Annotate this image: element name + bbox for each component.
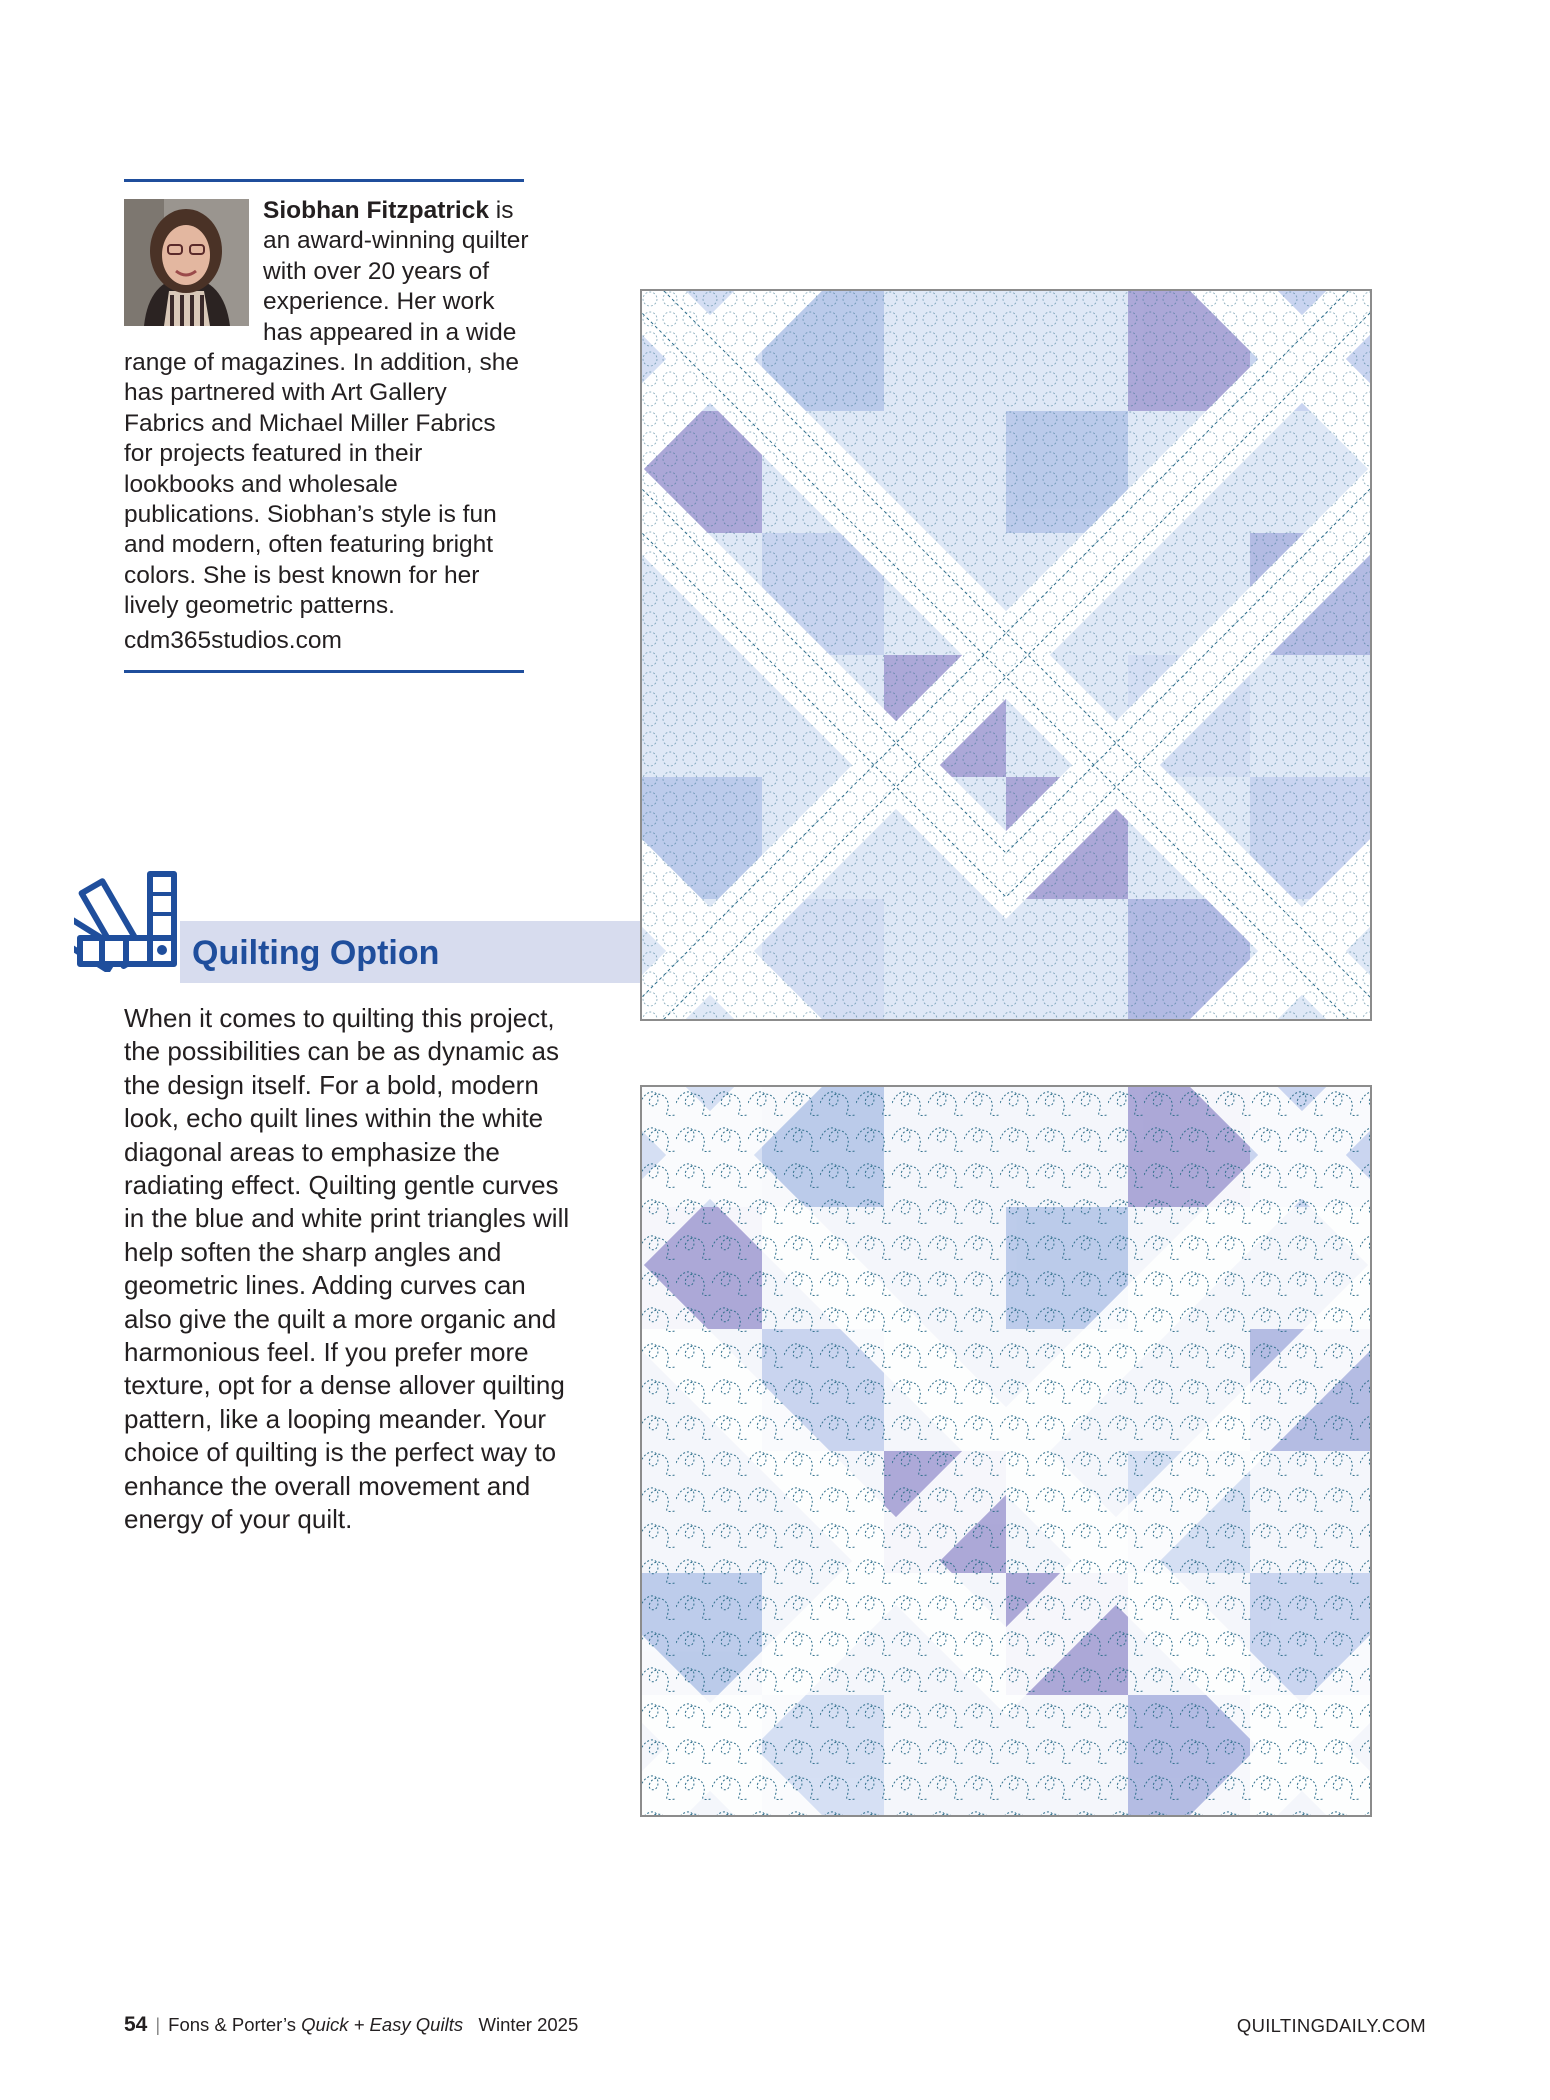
publication-name: Fons & Porter’s xyxy=(168,2014,302,2035)
quilt-illustration-echo xyxy=(640,289,1372,1021)
color-swatch-fan-icon xyxy=(74,868,180,972)
issue-date: Winter 2025 xyxy=(478,2014,579,2035)
footer-website[interactable]: QUILTINGDAILY.COM xyxy=(1236,2015,1426,2036)
footer-separator: | xyxy=(155,2014,161,2035)
bio-bottom-rule xyxy=(124,670,524,673)
bio-top-rule xyxy=(124,179,524,182)
section-title: Quilting Option xyxy=(192,934,440,972)
author-name: Siobhan Fitzpatrick xyxy=(263,197,489,224)
author-bio-text: is an award-winning quilter with over 20 years of experience. Her work has appeared in a wide range of magazines. In addition, she has partnered with Art Gallery Fabrics and Michael Miller Fabrics for projects featured in their lookbooks and wholesale publications. Siobhan’s style is fun and modern, often featuring bright colors. She is best known for her lively geometric patterns. xyxy=(124,197,529,620)
publication-title: Quick + Easy Quilts xyxy=(301,2014,464,2035)
page-footer xyxy=(124,2013,578,2037)
author-website[interactable]: cdm365studios.com xyxy=(124,627,342,654)
section-body: When it comes to quilting this project, the possibilities can be as dynamic as the design itself. For a bold, modern look, echo quilt lines within the white diagonal areas to emphasize the radiating effect. Quilting gentle curves in the blue and white print triangles will help soften the sharp angles and geometric lines. Adding curves can also give the quilt a more organic and harmonious feel. If you prefer more texture, opt for a dense allover quilting pattern, like a looping meander. Your choice of quilting is the perfect way to enhance the overall movement and energy of your quilt. xyxy=(124,1003,570,1535)
quilt-illustration-meander xyxy=(640,1085,1372,1817)
page-number: 54 xyxy=(124,2013,148,2036)
author-bio xyxy=(124,196,530,622)
photo-gap xyxy=(124,196,263,347)
